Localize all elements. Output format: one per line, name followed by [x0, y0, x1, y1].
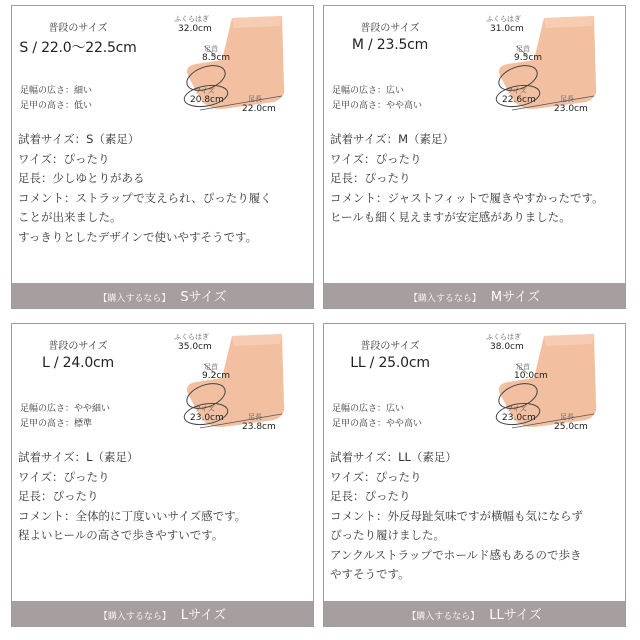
foot-measurement-figure	[144, 6, 313, 127]
recommend-bar	[12, 283, 313, 308]
usual-size-panel	[12, 6, 144, 127]
recommend-prefix: 【購入するなら】	[98, 294, 171, 304]
calf-value: 31.0cm	[490, 24, 524, 34]
size-review-card	[323, 5, 626, 309]
review-line: 試着サイズ：S（素足）	[18, 132, 140, 146]
review-line: 試着サイズ：LL（素足）	[330, 450, 457, 464]
recommend-size: Mサイズ	[490, 290, 541, 305]
card-header	[324, 324, 625, 445]
wise-value: 22.6cm	[502, 95, 536, 105]
recommend-bar	[12, 601, 313, 626]
foot-width-text: 足幅の広さ：やや細い	[20, 404, 111, 414]
review-line: ワイズ：ぴったり	[18, 469, 110, 484]
review-line: コメント：ストラップで支えられ、ぴったり履く	[18, 190, 272, 205]
instep-height-text: 足甲の高さ：やや高い	[332, 101, 423, 111]
review-line: ヒールも細く見えますが安定感がありました。	[330, 210, 571, 224]
foot-width-text: 足幅の広さ：広い	[332, 86, 405, 96]
card-header	[324, 6, 625, 127]
foot-illustration	[456, 6, 625, 127]
length-value: 23.8cm	[242, 422, 276, 432]
foot-width-text: 足幅の広さ：細い	[20, 86, 93, 96]
card-header	[12, 324, 313, 445]
review-text	[18, 130, 310, 247]
review-line: ぴったり履けました。	[330, 528, 445, 542]
review-line: 足長：ぴったり	[18, 489, 99, 503]
review-line: アンクルストラップでホールド感もあるので歩き	[330, 547, 582, 562]
foot-measurement-figure	[144, 324, 313, 445]
foot-highlight	[232, 16, 282, 28]
wise-value: 20.8cm	[190, 95, 224, 105]
ankle-label: 足首	[204, 45, 218, 53]
length-value: 25.0cm	[554, 422, 588, 432]
instep-height-text: 足甲の高さ：標準	[20, 419, 93, 429]
review-line: 程よいヒールの高さで歩きやすいです。	[18, 528, 224, 542]
length-label: 足長	[248, 413, 262, 421]
calf-value: 32.0cm	[178, 24, 212, 34]
review-line: ワイズ：ぴったり	[330, 151, 422, 166]
review-line: 足長：少しゆとりがある	[18, 171, 145, 185]
foot-measurement-figure	[456, 6, 625, 127]
wise-value: 23.0cm	[502, 413, 536, 423]
review-text	[330, 448, 622, 585]
ankle-label: 足首	[204, 363, 218, 371]
foot-highlight	[544, 334, 594, 346]
length-value: 22.0cm	[242, 104, 276, 114]
wise-label: ワイズ	[506, 405, 527, 413]
review-line: ことが出来ました。	[18, 210, 122, 224]
length-value: 23.0cm	[554, 104, 588, 114]
usual-size-panel	[324, 6, 456, 127]
review-line: 試着サイズ：M（素足）	[330, 132, 455, 146]
recommend-prefix: 【購入するなら】	[407, 612, 480, 622]
size-review-card	[11, 323, 314, 627]
card-header	[12, 6, 313, 127]
ankle-label: 足首	[516, 363, 530, 371]
foot-width-text: 足幅の広さ：広い	[332, 404, 405, 414]
calf-value: 38.0cm	[490, 342, 524, 352]
review-line: やすそうです。	[330, 567, 410, 581]
usual-size-label: 普段のサイズ	[48, 23, 108, 34]
review-line: コメント：ジャストフィットで履きやすかったです。	[330, 190, 604, 205]
review-line: ワイズ：ぴったり	[330, 469, 422, 484]
foot-illustration	[144, 324, 313, 445]
recommend-size: Sサイズ	[180, 290, 227, 305]
review-line: 試着サイズ：L（素足）	[18, 450, 139, 464]
calf-label: ふくらはぎ	[486, 333, 521, 341]
wise-label: ワイズ	[506, 87, 527, 95]
ankle-value: 8.5cm	[202, 53, 231, 63]
foot-illustration	[144, 6, 313, 127]
instep-height-text: 足甲の高さ：やや高い	[332, 419, 423, 429]
length-label: 足長	[560, 413, 574, 421]
length-label: 足長	[560, 95, 574, 103]
review-text	[330, 130, 622, 228]
wise-value: 23.0cm	[190, 413, 224, 423]
foot-highlight	[232, 334, 282, 346]
review-line: すっきりとしたデザインで使いやすそうです。	[18, 229, 258, 244]
calf-label: ふくらはぎ	[174, 333, 209, 341]
review-line: ワイズ：ぴったり	[18, 151, 110, 166]
wise-label: ワイズ	[194, 405, 215, 413]
review-line: 足長：ぴったり	[330, 171, 411, 185]
recommend-bar	[324, 601, 625, 626]
recommend-prefix: 【購入するなら】	[98, 612, 171, 622]
ankle-label: 足首	[516, 45, 530, 53]
usual-size-value: M / 23.5cm	[351, 37, 429, 53]
length-label: 足長	[248, 95, 262, 103]
review-line: 足長：ぴったり	[330, 489, 411, 503]
usual-size-value: LL / 25.0cm	[350, 355, 430, 371]
foot-highlight	[544, 16, 594, 28]
calf-label: ふくらはぎ	[486, 15, 521, 23]
review-line: コメント：外反母趾気味ですが横幅も気にならず	[330, 508, 583, 523]
recommend-size: Lサイズ	[180, 608, 227, 623]
usual-size-panel	[12, 324, 144, 445]
recommend-bar	[324, 283, 625, 308]
usual-size-label: 普段のサイズ	[48, 341, 108, 352]
ankle-value: 9.2cm	[202, 371, 231, 381]
usual-size-value: S / 22.0〜22.5cm	[19, 40, 137, 56]
size-review-card	[11, 5, 314, 309]
recommend-size: LLサイズ	[489, 608, 542, 623]
usual-size-label: 普段のサイズ	[360, 23, 420, 34]
calf-value: 35.0cm	[178, 342, 212, 352]
foot-measurement-figure	[456, 324, 625, 445]
usual-size-panel	[324, 324, 456, 445]
wise-label: ワイズ	[194, 87, 215, 95]
ankle-value: 9.5cm	[514, 53, 543, 63]
review-text	[18, 448, 310, 546]
usual-size-value: L / 24.0cm	[42, 355, 114, 371]
ankle-value: 10.0cm	[514, 371, 548, 381]
recommend-prefix: 【購入するなら】	[408, 294, 481, 304]
instep-height-text: 足甲の高さ：低い	[20, 101, 93, 111]
review-line: コメント：全体的に丁度いいサイズ感です。	[18, 508, 247, 523]
size-review-card	[323, 323, 626, 627]
usual-size-label: 普段のサイズ	[360, 341, 420, 352]
foot-illustration	[456, 324, 625, 445]
calf-label: ふくらはぎ	[174, 15, 209, 23]
